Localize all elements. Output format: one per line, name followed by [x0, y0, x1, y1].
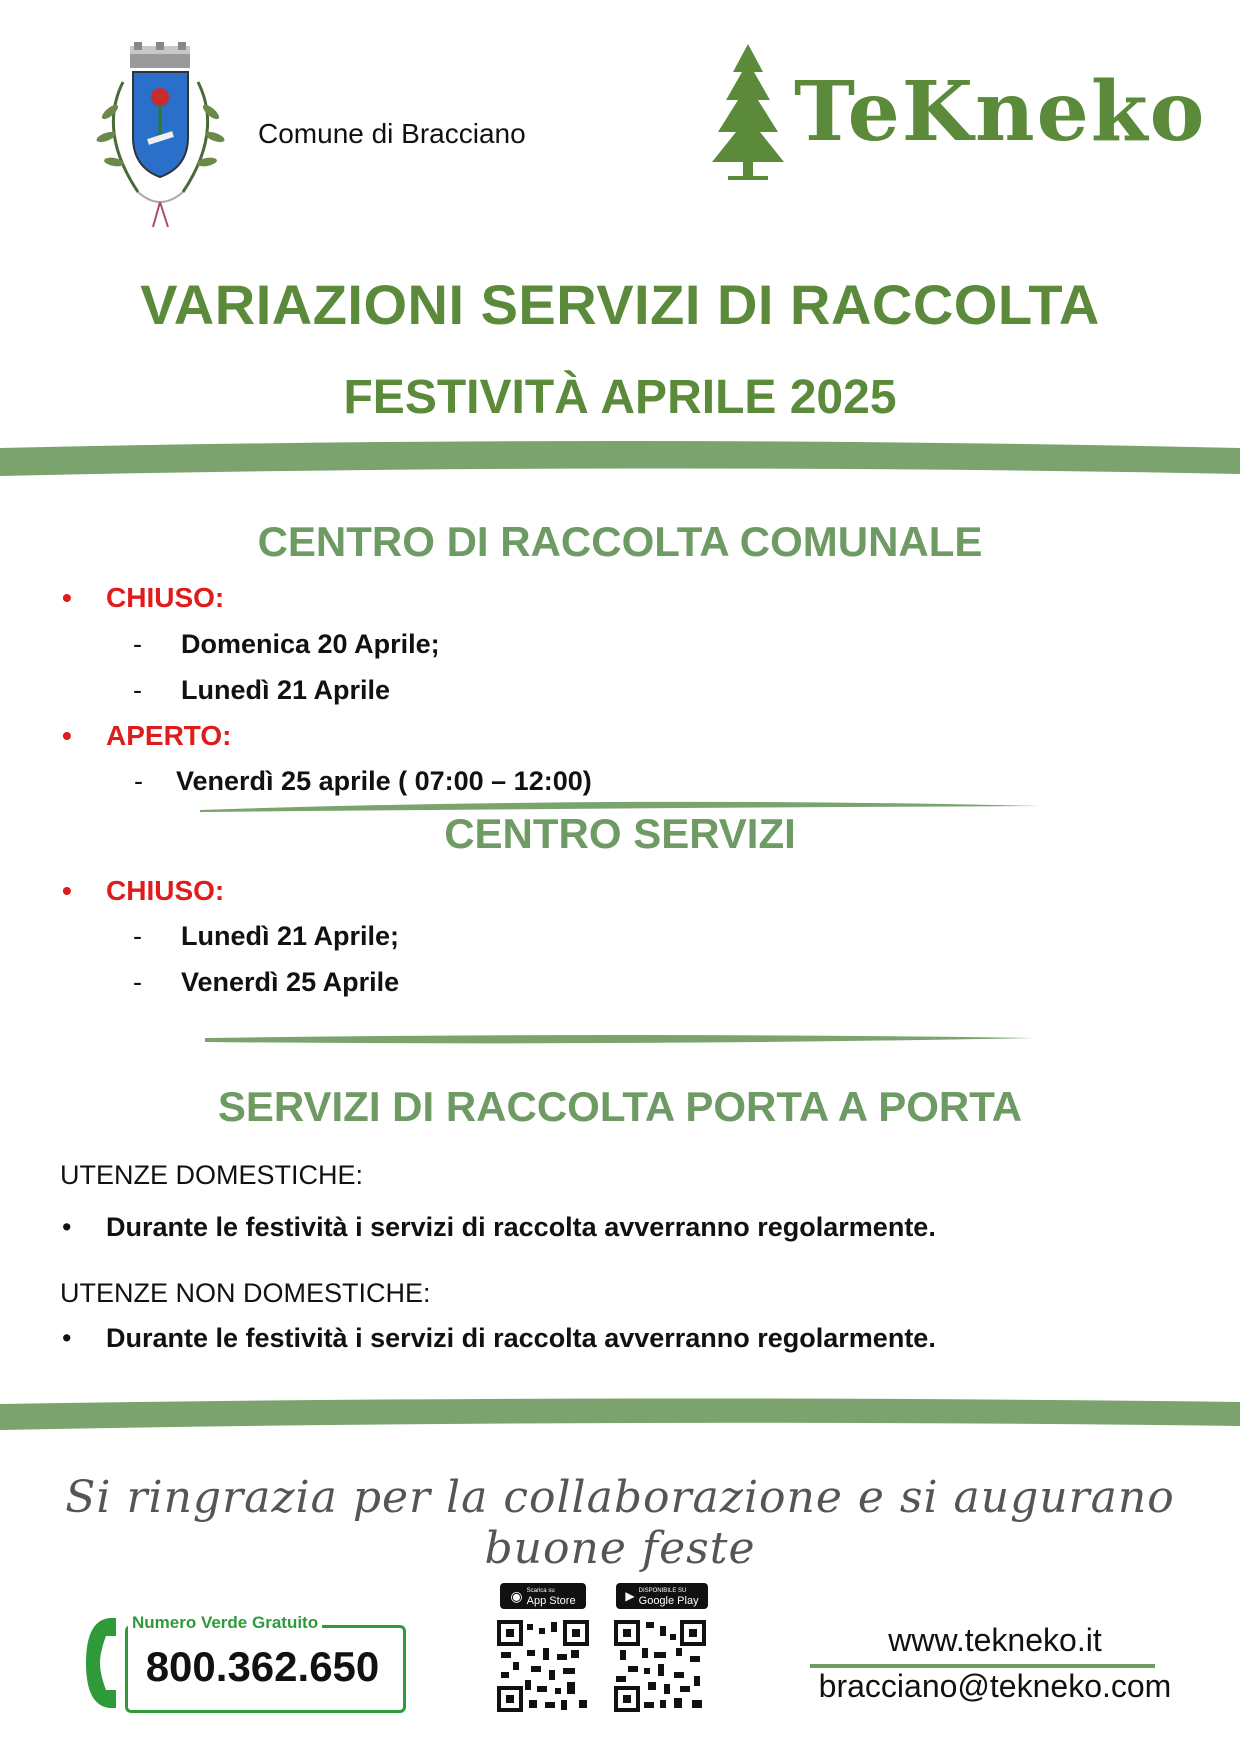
- list-item: - Lunedì 21 Aprile: [133, 675, 391, 705]
- list-item: - Venerdì 25 aprile ( 07:00 – 12:00): [134, 766, 592, 796]
- qr-code-app-store-icon[interactable]: [497, 1620, 589, 1712]
- list-item: - Domenica 20 Aprile;: [133, 629, 440, 659]
- brand-name: TeKneko: [794, 64, 1207, 160]
- non-domestic-note: • Durante le festività i servizi di raccolta avverranno regolarmente.: [62, 1323, 936, 1353]
- domestic-note: • Durante le festività i servizi di raccolta avverranno regolarmente.: [62, 1212, 936, 1242]
- divider-band-top: [0, 440, 1240, 480]
- phone-icon: [80, 1614, 120, 1712]
- open-day: Venerdì 25 aprile ( 07:00 – 12:00): [176, 766, 592, 796]
- closed-label-text: CHIUSO:: [106, 582, 225, 613]
- list-item: - Venerdì 25 Aprile: [133, 967, 400, 997]
- domestic-label: UTENZE DOMESTICHE:: [60, 1160, 364, 1190]
- closed-label: • CHIUSO:: [62, 875, 225, 906]
- municipality-crest: [78, 42, 243, 232]
- non-domestic-note-text: Durante le festività i servizi di raccolta avverranno regolarmente.: [106, 1323, 936, 1353]
- pine-tree-icon: [708, 42, 788, 182]
- brand-logo: [708, 42, 1207, 182]
- google-play-label: Google Play: [638, 1595, 699, 1607]
- thanks-message: Si ringrazia per la collaborazione e si augurano buone feste: [65, 1472, 1175, 1574]
- app-store-small-label: Scarica su: [526, 1588, 555, 1594]
- app-store-label: App Store: [526, 1595, 576, 1607]
- closed-label: • CHIUSO:: [62, 582, 225, 613]
- section-title-centro-raccolta: CENTRO DI RACCOLTA COMUNALE: [257, 518, 983, 565]
- main-title: VARIAZIONI SERVIZI DI RACCOLTA: [140, 273, 1100, 336]
- app-store-badge[interactable]: [500, 1583, 586, 1609]
- closed-day: Domenica 20 Aprile;: [181, 629, 440, 659]
- coat-of-arms-icon: [78, 42, 243, 232]
- phone-label: Numero Verde Gratuito: [128, 1613, 322, 1633]
- divider-thin-2: [205, 1034, 1035, 1050]
- domestic-note-text: Durante le festività i servizi di raccolta avverranno regolarmente.: [106, 1212, 936, 1242]
- sub-title: FESTIVITÀ APRILE 2025: [343, 371, 897, 424]
- list-item: - Lunedì 21 Aprile;: [133, 921, 400, 951]
- non-domestic-label: UTENZE NON DOMESTICHE:: [60, 1278, 431, 1308]
- open-label-text: APERTO:: [106, 720, 232, 751]
- open-label: • APERTO:: [62, 720, 232, 751]
- closed-day: Lunedì 21 Aprile: [181, 675, 391, 705]
- qr-code-google-play-icon[interactable]: [614, 1620, 706, 1712]
- google-play-small-label: DISPONIBILE SU: [638, 1588, 687, 1594]
- closed-day: Venerdì 25 Aprile: [181, 967, 400, 997]
- apple-icon: ◉: [510, 1587, 523, 1604]
- divider-band-bottom: [0, 1398, 1240, 1432]
- municipality-name: Comune di Bracciano: [258, 118, 526, 149]
- email-link[interactable]: bracciano@tekneko.com: [818, 1668, 1172, 1704]
- google-play-badge[interactable]: [616, 1583, 708, 1609]
- play-icon: ▶: [625, 1589, 635, 1603]
- closed-label-text: CHIUSO:: [106, 875, 225, 906]
- website-link[interactable]: www.tekneko.it: [888, 1622, 1102, 1658]
- section-title-centro-servizi: CENTRO SERVIZI: [444, 810, 796, 857]
- closed-day: Lunedì 21 Aprile;: [181, 921, 400, 951]
- section-title-porta-a-porta: SERVIZI DI RACCOLTA PORTA A PORTA: [217, 1083, 1023, 1130]
- phone-number[interactable]: 800.362.650: [145, 1643, 380, 1690]
